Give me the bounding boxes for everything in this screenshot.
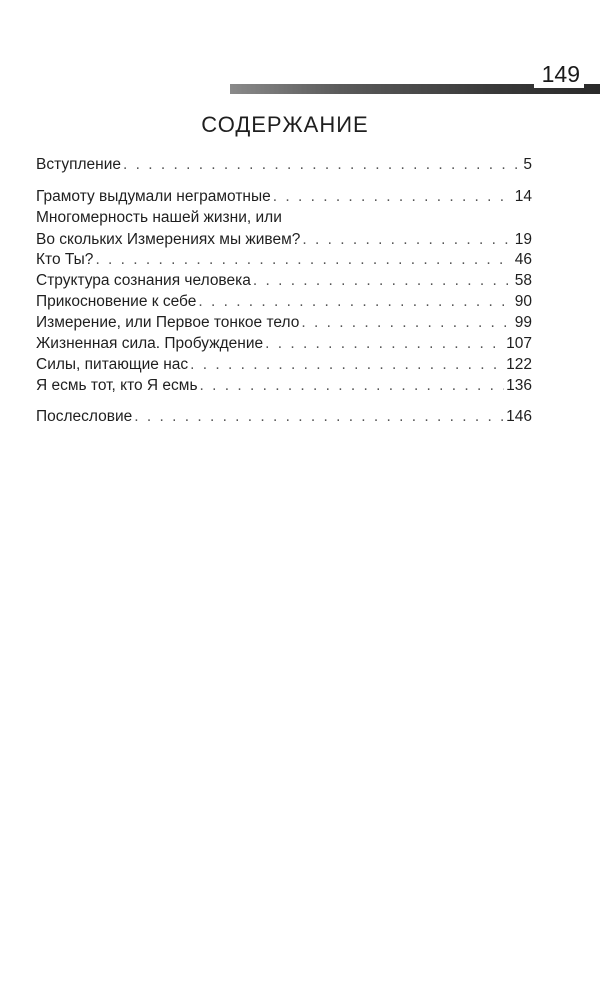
toc-entry-page: 58 bbox=[514, 272, 532, 289]
toc-entry-page: 99 bbox=[514, 314, 532, 331]
toc-entry-label: Вступление bbox=[36, 156, 122, 173]
toc-leader-dots bbox=[273, 186, 513, 208]
toc-entry-consciousness-structure[interactable] bbox=[36, 270, 532, 292]
toc-entry-label: Прикосновение к себе bbox=[36, 293, 197, 310]
toc-entry-multidimensionality[interactable] bbox=[36, 207, 532, 251]
toc-entry-label: Я есмь тот, кто Я есмь bbox=[36, 377, 198, 394]
toc-leader-dots bbox=[301, 312, 512, 334]
toc-leader-dots bbox=[190, 354, 504, 376]
toc-entry-introduction[interactable] bbox=[36, 154, 532, 176]
toc-entry-forces[interactable] bbox=[36, 354, 532, 376]
toc-entry-page: 90 bbox=[514, 293, 532, 310]
toc-entry-label: Силы, питающие нас bbox=[36, 356, 189, 373]
toc-entry-afterword[interactable] bbox=[36, 406, 532, 428]
toc-leader-dots bbox=[265, 333, 504, 355]
toc-entry-i-am[interactable] bbox=[36, 375, 532, 397]
toc-entry-label-line1: Многомерность нашей жизни, или bbox=[36, 209, 282, 226]
toc-entry-page: 46 bbox=[514, 251, 532, 268]
toc-leader-dots bbox=[200, 375, 505, 397]
toc-entry-page: 107 bbox=[506, 335, 532, 352]
toc-entry-page: 14 bbox=[514, 188, 532, 205]
toc-leader-dots bbox=[123, 154, 521, 176]
toc-leader-dots bbox=[253, 270, 513, 292]
toc-entry-label: Жизненная сила. Пробуждение bbox=[36, 335, 264, 352]
toc-entry-label: Структура сознания человека bbox=[36, 272, 251, 289]
toc-entry-literacy[interactable] bbox=[36, 186, 532, 208]
toc-entry-label: Грамоту выдумали неграмотные bbox=[36, 188, 271, 205]
page-number: 149 bbox=[534, 60, 584, 88]
toc-entry-page: 19 bbox=[514, 231, 532, 248]
toc-entry-label: Во скольких Измерениях мы живем? bbox=[36, 231, 301, 248]
toc-title: СОДЕРЖАНИЕ bbox=[201, 112, 369, 137]
toc-leader-dots bbox=[198, 291, 512, 313]
toc-entry-page: 122 bbox=[506, 356, 532, 373]
toc-leader-dots bbox=[134, 406, 504, 428]
toc-entry-page: 5 bbox=[523, 156, 532, 173]
toc-leader-dots bbox=[95, 249, 512, 271]
toc-entry-touching-self[interactable] bbox=[36, 291, 532, 313]
toc-entry-who-are-you[interactable] bbox=[36, 249, 532, 271]
toc-entry-label: Кто Ты? bbox=[36, 251, 94, 268]
toc-entry-life-force[interactable] bbox=[36, 333, 532, 355]
toc-entry-page: 136 bbox=[506, 377, 532, 394]
toc-leader-dots bbox=[302, 229, 512, 251]
toc-entry-label: Измерение, или Первое тонкое тело bbox=[36, 314, 300, 331]
toc-entry-dimension[interactable] bbox=[36, 312, 532, 334]
toc-entry-page: 146 bbox=[506, 408, 532, 425]
toc-entry-label: Послесловие bbox=[36, 408, 133, 425]
